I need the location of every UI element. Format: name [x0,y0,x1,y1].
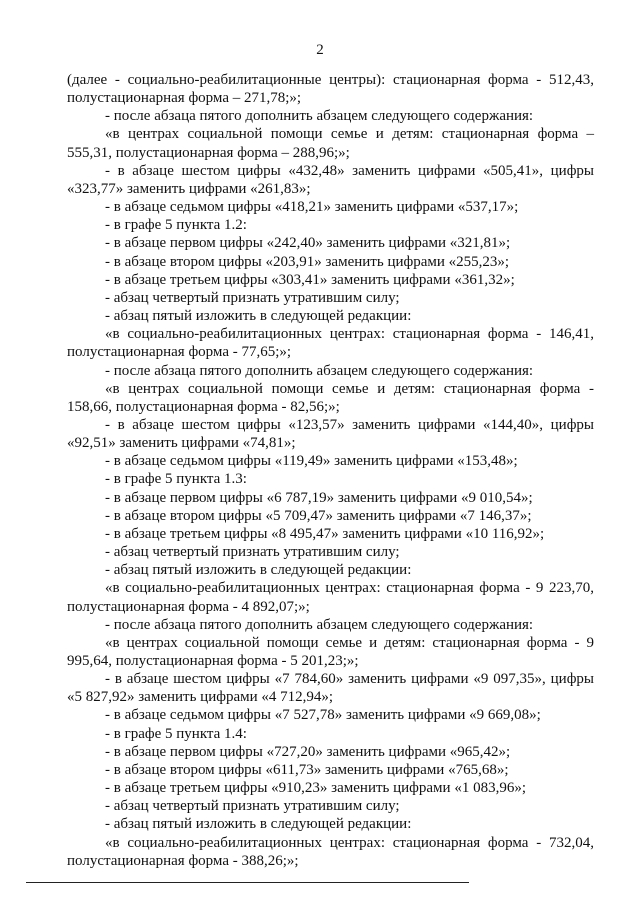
footer-rule [26,882,469,883]
document-paragraph: - в абзаце первом цифры «242,40» заменить цифрами «321,81»; [105,235,511,252]
document-paragraph: - в абзаце третьем цифры «910,23» заменить цифрами «1 083,96»; [105,780,526,797]
document-paragraph: - в абзаце втором цифры «611,73» заменить цифрами «765,68»; [105,761,509,778]
document-paragraph: - в абзаце седьмом цифры «119,49» заменить цифрами «153,48»; [105,453,518,470]
document-paragraph: - в абзаце третьем цифры «303,41» заменить цифрами «361,32»; [105,271,515,288]
document-paragraph: «в центрах социальной помощи семье и детям: стационарная форма – 555,31, полустационарная форма – 288,96;»; [67,126,594,161]
document-paragraph: - абзац пятый изложить в следующей редакции: [105,816,412,833]
page-number: 2 [316,42,324,58]
document-paragraph: «в социально-реабилитационных центрах: стационарная форма - 9 223,70, полустационарная форма - 4 892,07;»; [67,580,594,615]
document-paragraph: «в социально-реабилитационных центрах: стационарная форма - 146,41, полустационарная форма - 77,65;»; [67,326,594,361]
document-paragraph: - в абзаце втором цифры «203,91» заменить цифрами «255,23»; [105,253,510,270]
document-paragraph: - в абзаце шестом цифры «7 784,60» заменить цифрами «9 097,35», цифры «5 827,92» заменить цифрами «4 712,94»; [67,671,594,706]
document-paragraph: - в абзаце первом цифры «6 787,19» заменить цифрами «9 010,54»; [105,489,533,506]
document-paragraph: - в абзаце третьем цифры «8 495,47» заменить цифрами «10 116,92»; [105,525,545,542]
document-paragraph: - абзац пятый изложить в следующей редакции: [105,308,412,325]
document-body [67,71,594,870]
document-paragraph: «в центрах социальной помощи семье и детям: стационарная форма - 9 995,64, полустационарная форма - 5 201,23;»; [67,634,594,669]
document-paragraph: - в графе 5 пункта 1.4: [105,725,247,742]
document-paragraph: «в центрах социальной помощи семье и детям: стационарная форма - 158,66, полустационарная форма - 82,56;»; [67,380,594,415]
document-paragraph: (далее - социально-реабилитационные центры): стационарная форма - 512,43, полустационарная форма – 271,78;»; [67,72,594,107]
document-paragraph: «в социально-реабилитационных центрах: стационарная форма - 732,04, полустационарная форма - 388,26;»; [67,834,594,869]
document-paragraph: - после абзаца пятого дополнить абзацем следующего содержания: [105,616,534,633]
document-paragraph: - в абзаце первом цифры «727,20» заменить цифрами «965,42»; [105,743,511,760]
document-paragraph: - в абзаце седьмом цифры «7 527,78» заменить цифрами «9 669,08»; [105,707,541,724]
document-paragraph: - абзац четвертый признать утратившим силу; [105,289,400,306]
document-paragraph: - абзац четвертый признать утратившим силу; [105,798,400,815]
document-paragraph: - абзац четвертый признать утратившим силу; [105,544,400,561]
document-paragraph: - после абзаца пятого дополнить абзацем следующего содержания: [105,362,534,379]
document-paragraph: - в абзаце втором цифры «5 709,47» заменить цифрами «7 146,37»; [105,507,532,524]
document-paragraph: - абзац пятый изложить в следующей редакции: [105,562,412,579]
document-paragraph: - в абзаце шестом цифры «432,48» заменить цифрами «505,41», цифры «323,77» заменить цифрами «261,83»; [67,162,594,197]
document-paragraph: - в графе 5 пункта 1.3: [105,471,247,488]
document-paragraph: - в абзаце седьмом цифры «418,21» заменить цифрами «537,17»; [105,199,519,216]
document-paragraph: - после абзаца пятого дополнить абзацем следующего содержания: [105,108,534,125]
document-paragraph: - в графе 5 пункта 1.2: [105,217,247,234]
document-paragraph: - в абзаце шестом цифры «123,57» заменить цифрами «144,40», цифры «92,51» заменить цифрами «74,81»; [67,416,594,452]
